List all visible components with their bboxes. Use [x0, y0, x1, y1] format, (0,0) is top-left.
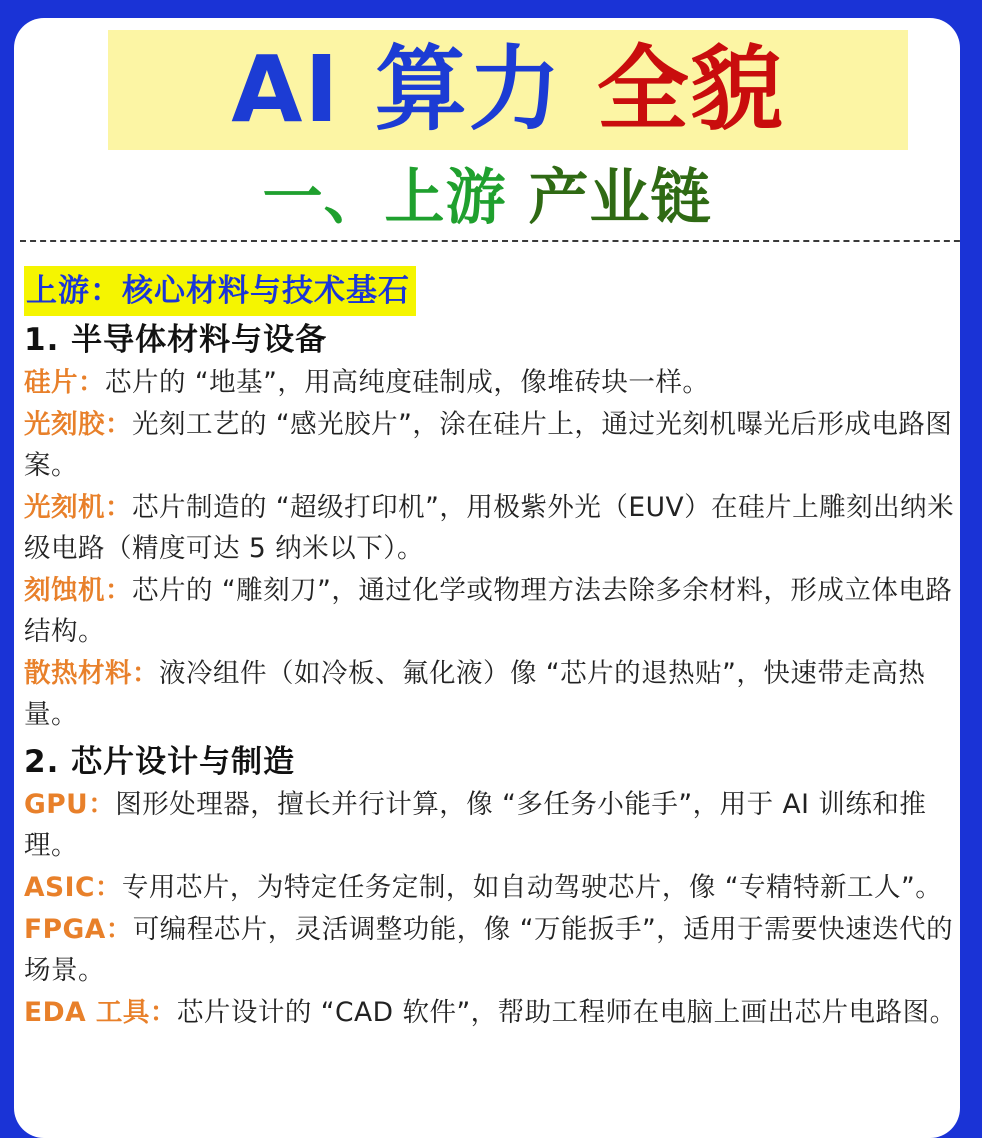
item-term: 散热材料：	[24, 658, 159, 689]
intro-highlight-row	[24, 266, 959, 316]
item-text: 专用芯片，为特定任务定制，如自动驾驶芯片，像 “专精特新工人”。	[121, 872, 943, 903]
list-item	[24, 404, 959, 487]
content-card	[14, 18, 960, 1138]
item-term: EDA 工具：	[24, 997, 177, 1028]
item-text: 图形处理器，擅长并行计算，像 “多任务小能手”，用于 AI 训练和推理。	[24, 789, 927, 861]
item-text: 芯片的 “雕刻刀”，通过化学或物理方法去除多余材料，形成立体电路结构。	[24, 575, 953, 647]
dashed-divider	[20, 240, 960, 242]
item-text: 芯片设计的 “CAD 软件”，帮助工程师在电脑上画出芯片电路图。	[176, 997, 957, 1028]
list-item	[24, 992, 959, 1034]
item-term: FPGA：	[24, 914, 133, 945]
item-term: 光刻机：	[24, 492, 132, 523]
item-text: 液冷组件（如冷板、氟化液）像 “芯片的退热贴”，快速带走高热量。	[24, 658, 926, 730]
list-item	[24, 362, 959, 404]
subtitle	[14, 158, 960, 238]
item-text: 芯片的 “地基”，用高纯度硅制成，像堆砖块一样。	[105, 367, 710, 398]
title-banner	[108, 30, 908, 150]
item-text: 芯片制造的 “超级打印机”，用极紫外光（EUV）在硅片上雕刻出纳米级电路（精度可达 5 纳米以下）。	[24, 492, 955, 564]
list-item	[24, 487, 959, 570]
item-term: GPU：	[24, 789, 116, 820]
item-text: 光刻工艺的 “感光胶片”，涂在硅片上，通过光刻机曝光后形成电路图案。	[24, 409, 953, 481]
subtitle-part1: 一、上游	[262, 163, 529, 233]
list-item	[24, 570, 959, 653]
article-body	[24, 266, 959, 1034]
list-item	[24, 653, 959, 736]
list-item	[24, 909, 959, 992]
section-heading-2: 2. 芯片设计与制造	[24, 744, 296, 780]
subtitle-part2: 产业链	[528, 163, 712, 233]
item-term: 刻蚀机：	[24, 575, 132, 606]
title-part1: AI 算力	[231, 36, 597, 143]
item-term: 硅片：	[24, 367, 105, 398]
item-text: 可编程芯片，灵活调整功能，像 “万能扳手”，适用于需要快速迭代的场景。	[24, 914, 954, 986]
list-item	[24, 784, 959, 867]
list-item	[24, 867, 959, 909]
item-term: ASIC：	[24, 872, 122, 903]
section-heading-1: 1. 半导体材料与设备	[24, 322, 328, 358]
item-term: 光刻胶：	[24, 409, 132, 440]
title-part2: 全貌	[596, 36, 785, 143]
intro-highlight: 上游：核心材料与技术基石	[24, 266, 416, 316]
